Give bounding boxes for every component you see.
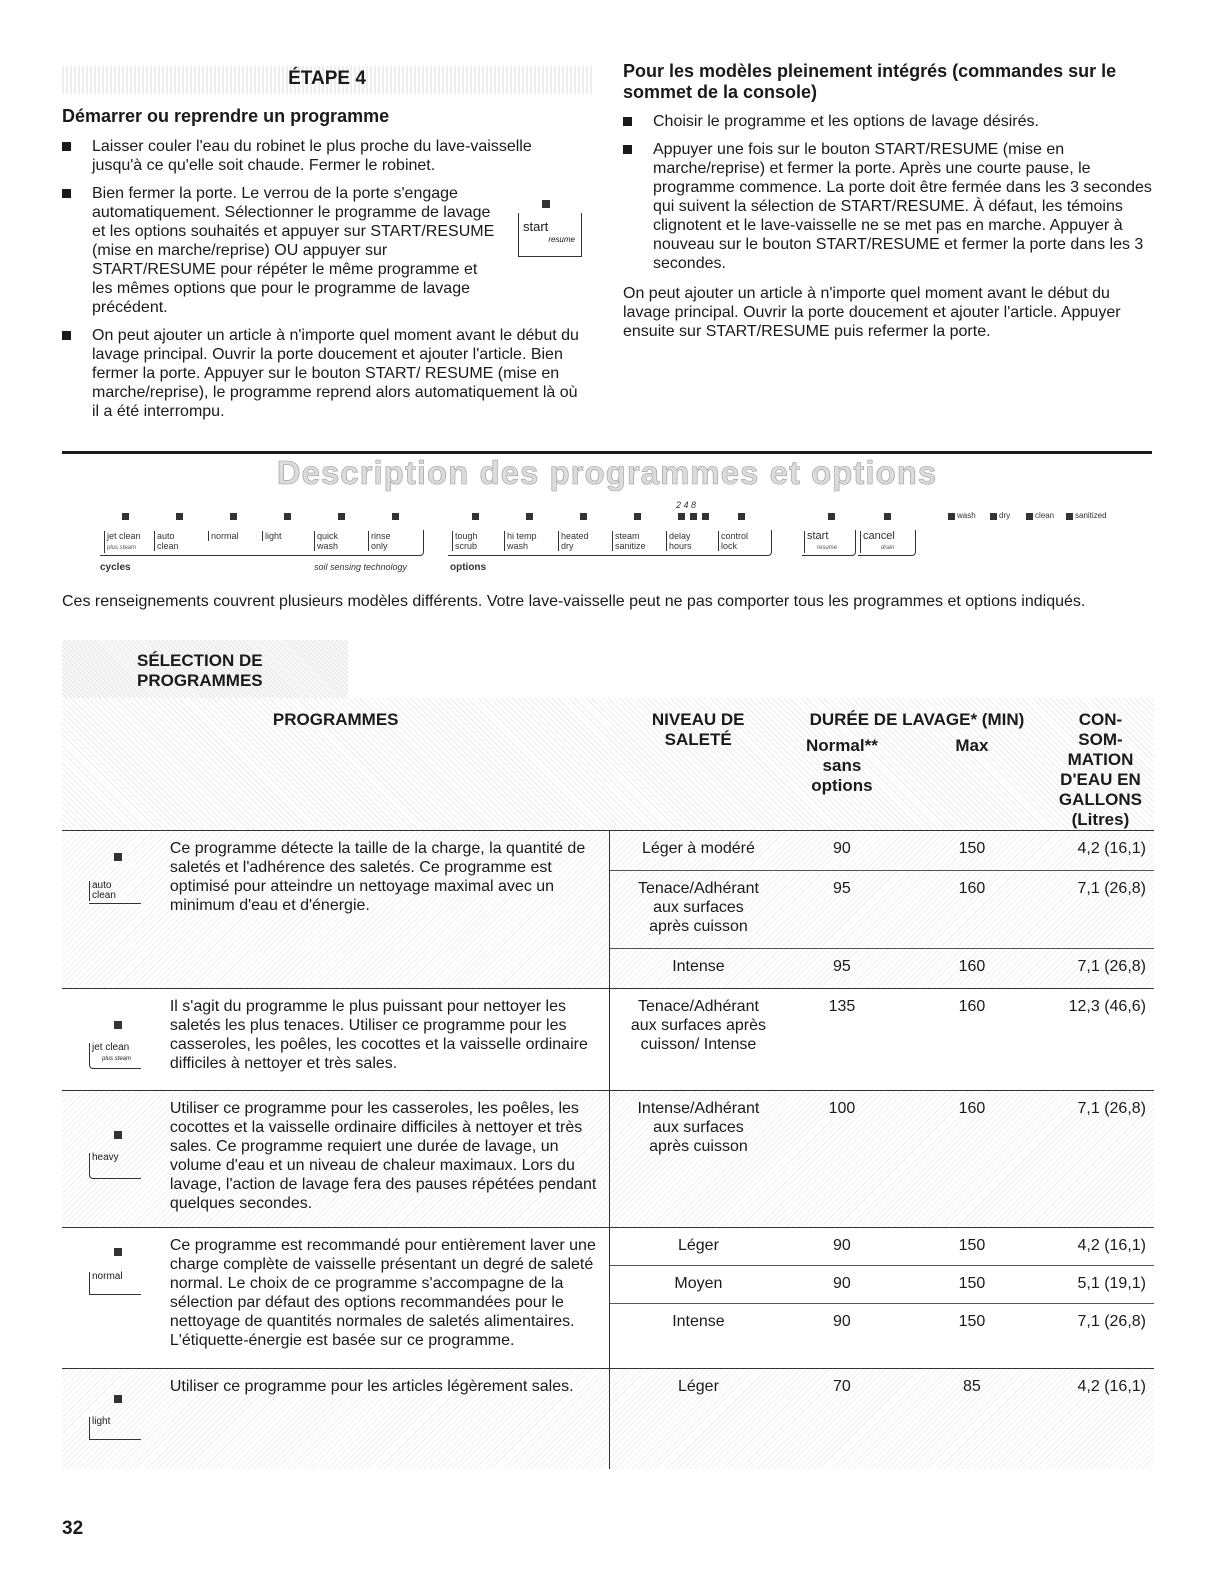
normal-cell: 95 [787, 871, 897, 949]
normal-cell: 135 [787, 989, 897, 1091]
options-caption: options [450, 562, 487, 573]
selection-title-line: SÉLECTION DE [137, 651, 263, 670]
option-label: heated [561, 531, 589, 541]
normal-cell: 100 [787, 1091, 897, 1228]
cycle-label: rinse [371, 531, 391, 541]
soil-sensing-caption: soil sensing technology [314, 562, 408, 572]
cycle-normal: normal [208, 531, 239, 541]
cycle-quick-wash [314, 531, 338, 551]
table-row [62, 1369, 1154, 1469]
max-cell: 160 [897, 871, 1047, 949]
niveau-cell: Tenace/Adhérant aux surfaces après cuisson [609, 871, 786, 949]
eau-cell: 4,2 (16,1) [1047, 1369, 1154, 1469]
eau-cell: 4,2 (16,1) [1047, 1228, 1154, 1266]
niveau-cell: Léger [609, 1369, 786, 1469]
right-bullet-1: Choisir le programme et les options de lavage désirés. [623, 112, 1153, 131]
led [338, 513, 345, 520]
control-panel-illustration [62, 500, 1152, 580]
program-icon-heavy [62, 1091, 168, 1228]
program-led [114, 1248, 122, 1256]
cycle-label: auto [157, 531, 175, 541]
option-label: steam [615, 531, 640, 541]
table-row [62, 989, 1154, 1091]
normal-cell: 90 [787, 1228, 897, 1266]
option-label: lock [721, 541, 738, 551]
panel-cancel-key [860, 531, 895, 553]
normal-cell: 90 [787, 1266, 897, 1304]
cycle-rinse-only [368, 531, 391, 551]
led [738, 513, 745, 520]
niveau-cell: Tenace/Adhérant aux surfaces après cuisson/ Intense [609, 989, 786, 1091]
normal-cell: 90 [787, 831, 897, 871]
cycle-label: clean [157, 541, 179, 551]
right-bullet-list [623, 112, 1153, 282]
led [990, 513, 997, 520]
led [1026, 513, 1033, 520]
led [122, 513, 129, 520]
left-heading: Démarrer ou reprendre un programme [62, 106, 390, 126]
max-cell: 150 [897, 1304, 1047, 1369]
program-icon-label [89, 1043, 141, 1069]
program-icon-jet-clean [62, 989, 168, 1091]
cycle-sub: plus steam [107, 545, 137, 551]
max-cell: 160 [897, 989, 1047, 1091]
programs-table [62, 698, 1154, 1469]
start-label: start [807, 530, 829, 542]
header-max: Max [955, 736, 989, 755]
status-wash: wash [957, 511, 976, 520]
led [634, 513, 641, 520]
program-icon-label: normal [89, 1272, 123, 1294]
program-description: Ce programme détecte la taille de la charge, la quantité de saletés et l'adhérence des saletés. Ce programme est optimisé pour atteindre un nettoyage maximal avec un minimum d'eau et d'énergie. [168, 831, 610, 989]
option-tough-scrub [452, 531, 478, 551]
led [678, 513, 685, 520]
led [284, 513, 291, 520]
drain-label: drain [881, 545, 895, 551]
max-cell: 160 [897, 949, 1047, 989]
program-icon-label [89, 881, 116, 901]
program-icon-base [89, 1439, 141, 1440]
header-line: (Litres) [1071, 810, 1130, 829]
table-header-row [62, 698, 1154, 831]
right-paragraph: On peut ajouter un article à n'importe quel moment avant le début du lavage principal. Ouvrir la porte doucement et ajouter l'article. Appuyer ensuite sur START/RESUME puis refermer la porte. [623, 285, 1121, 340]
normal-cell: 90 [787, 1304, 897, 1369]
start-indicator-light [542, 200, 550, 208]
led [176, 513, 183, 520]
program-description: Ce programme est recommandé pour entièrement laver une charge complète de vaisselle présentant un degré de saleté normal. Le choix de ce programme s'accompagne de la sélection par défaut des options recommandées pour le nettoyage de quantités normales de saletés alimentaires. L'étiquette-énergie est basée sur ce programme. [168, 1228, 610, 1369]
cycle-auto-clean [154, 531, 179, 551]
header-line: GALLONS [1058, 790, 1143, 809]
header-line: DURÉE DE LAVAGE* (MIN) [809, 710, 1025, 729]
eau-cell: 7,1 (26,8) [1047, 871, 1154, 949]
cycle-label: wash [317, 541, 339, 551]
status-clean: clean [1035, 511, 1055, 520]
niveau-cell: Moyen [609, 1266, 786, 1304]
option-delay-hours [666, 531, 692, 551]
program-icon-base [89, 1294, 141, 1295]
cycles-caption: cycles [100, 562, 131, 573]
selection-title-line: PROGRAMMES [137, 671, 263, 690]
program-led [114, 1131, 122, 1139]
program-icon-base [89, 903, 141, 904]
max-cell: 150 [897, 831, 1047, 871]
table-row [62, 1228, 1154, 1266]
start-label: start [523, 219, 549, 234]
header-line: CON- [1078, 710, 1123, 729]
program-led [114, 1395, 122, 1403]
option-label: delay [669, 531, 691, 541]
header-consommation [1047, 698, 1154, 831]
eau-cell: 12,3 (46,6) [1047, 989, 1154, 1091]
models-note: Ces renseignements couvrent plusieurs modèles différents. Votre lave-vaisselle peut ne pas comporter tous les programmes et options indiqués. [62, 593, 1086, 610]
option-control-lock [718, 531, 748, 551]
niveau-cell: Intense/Adhérant aux surfaces après cuisson [609, 1091, 786, 1228]
resume-label: resume [548, 235, 575, 244]
program-led [114, 1021, 122, 1029]
led [472, 513, 479, 520]
selection-title [137, 651, 263, 691]
page-number: 32 [62, 1518, 84, 1539]
header-line: SOM- [1078, 730, 1123, 749]
normal-cell: 70 [787, 1369, 897, 1469]
header-line: D'EAU EN [1060, 770, 1141, 789]
step-title: ÉTAPE 4 [288, 68, 366, 89]
normal-cell: 95 [787, 949, 897, 989]
option-label: scrub [455, 541, 478, 551]
resume-label: resume [817, 545, 838, 551]
max-cell: 85 [897, 1369, 1047, 1469]
section-title: Description des programmes et options [276, 454, 938, 491]
cycle-light: light [262, 531, 282, 541]
header-line: NIVEAU DE [651, 710, 745, 729]
program-icon-auto-clean [62, 831, 168, 989]
niveau-cell: Léger à modéré [609, 831, 786, 871]
header-programmes: PROGRAMMES [272, 710, 399, 729]
header-line: MATION [1067, 750, 1134, 769]
led [526, 513, 533, 520]
cycle-jet-clean [104, 531, 141, 553]
table-row [62, 831, 1154, 871]
led [1066, 513, 1073, 520]
led [230, 513, 237, 520]
header-niveau [609, 698, 786, 831]
right-heading: Pour les modèles pleinement intégrés (commandes sur le sommet de la console) [623, 61, 1117, 102]
eau-cell: 7,1 (26,8) [1047, 1091, 1154, 1228]
option-label: wash [507, 541, 529, 551]
icon-text: plus steam [102, 1056, 132, 1062]
start-button-illustration [518, 213, 582, 257]
left-bullet-1: Laisser couler l'eau du robinet le plus proche du lave-vaisselle jusqu'à ce qu'elle soit chaude. Fermer le robinet. [62, 137, 586, 175]
program-icon-label: heavy [89, 1153, 141, 1179]
program-icon-normal [62, 1228, 168, 1369]
led [884, 513, 891, 520]
left-bullet-list [62, 137, 586, 430]
max-cell: 160 [897, 1091, 1047, 1228]
led [580, 513, 587, 520]
delay-hours-labels: 2 4 8 [676, 500, 697, 510]
program-description: Utiliser ce programme pour les articles légèrement sales. [168, 1369, 610, 1469]
cycle-label: only [371, 541, 388, 551]
icon-text: jet clean [92, 1042, 130, 1053]
eau-cell: 4,2 (16,1) [1047, 831, 1154, 871]
led [948, 513, 955, 520]
program-led [114, 853, 122, 861]
panel-start-key [804, 531, 837, 553]
left-bullet-2: Bien fermer la porte. Le verrou de la porte s'engage automatiquement. Sélectionner le programme de lavage et les options souhaités et appuyer sur START/RESUME (mise en marche/reprise) OU appuyer sur START/RESUME pour répéter le même programme et les mêmes options que pour le programme de lavage précédent. [62, 184, 586, 317]
status-dry: dry [999, 511, 1011, 520]
option-label: sanitize [615, 541, 646, 551]
eau-cell: 7,1 (26,8) [1047, 949, 1154, 989]
program-icon-label: light [89, 1417, 110, 1439]
led [690, 513, 697, 520]
led [702, 513, 709, 520]
icon-text: clean [92, 890, 116, 901]
cycle-label: quick [317, 531, 339, 541]
option-heated-dry [558, 531, 589, 551]
status-sanitized: sanitized [1075, 511, 1107, 520]
option-label: dry [561, 541, 574, 551]
max-cell: 150 [897, 1228, 1047, 1266]
option-label: tough [455, 531, 478, 541]
program-icon-light [62, 1369, 168, 1469]
left-bullet-3: On peut ajouter un article à n'importe quel moment avant le début du lavage principal. Ouvrir la porte doucement et ajouter l'article. Bien fermer la porte. Appuyer sur le bouton START/ RESUME (mise en marche/reprise), le programme reprend alors automatiquement là où il a été interrompu. [62, 326, 586, 421]
program-description: Il s'agit du programme le plus puissant pour nettoyer les saletés les plus tenaces. Utiliser ce programme pour les casseroles, les poêles, les cocottes et la vaisselle ordinaire difficiles à nettoyer et très sales. [168, 989, 610, 1091]
niveau-cell: Intense [609, 949, 786, 989]
cancel-label: cancel [863, 530, 895, 542]
niveau-cell: Léger [609, 1228, 786, 1266]
led [392, 513, 399, 520]
header-line: options [811, 776, 873, 795]
eau-cell: 7,1 (26,8) [1047, 1304, 1154, 1369]
table-row [62, 1091, 1154, 1228]
option-label: control [721, 531, 749, 541]
niveau-cell: Intense [609, 1304, 786, 1369]
max-cell: 150 [897, 1266, 1047, 1304]
led [828, 513, 835, 520]
icon-text: auto [92, 880, 112, 891]
option-label: hours [669, 541, 692, 551]
option-label: hi temp [507, 531, 537, 541]
option-hi-temp-wash [504, 531, 537, 551]
header-line: sans [822, 756, 862, 775]
header-normal: Normal** [806, 736, 878, 755]
option-steam-sanitize [612, 531, 646, 551]
header-duree [787, 698, 1047, 831]
eau-cell: 5,1 (19,1) [1047, 1266, 1154, 1304]
right-bullet-2: Appuyer une fois sur le bouton START/RESUME (mise en marche/reprise) et fermer la porte. Après une courte pause, le programme commence. La porte doit être fermée dans les 3 secondes qui suivent la sélection de START/RESUME. À défaut, les témoins clignotent et le lave-vaisselle ne se met pas en marche. Appuyer à nouveau sur le bouton START/RESUME et fermer la porte dans les 3 secondes. [623, 140, 1153, 273]
cycle-label: jet clean [107, 531, 141, 541]
header-line: SALETÉ [664, 730, 732, 749]
program-description: Utiliser ce programme pour les casseroles, les poêles, les cocottes et la vaisselle ordinaire difficiles à nettoyer et très sales. Ce programme requiert une durée de lavage, un volume d'eau et un niveau de chaleur maximaux. Lors du lavage, l'action de lavage fera des pauses répétées pendant quelques secondes. [168, 1091, 610, 1228]
